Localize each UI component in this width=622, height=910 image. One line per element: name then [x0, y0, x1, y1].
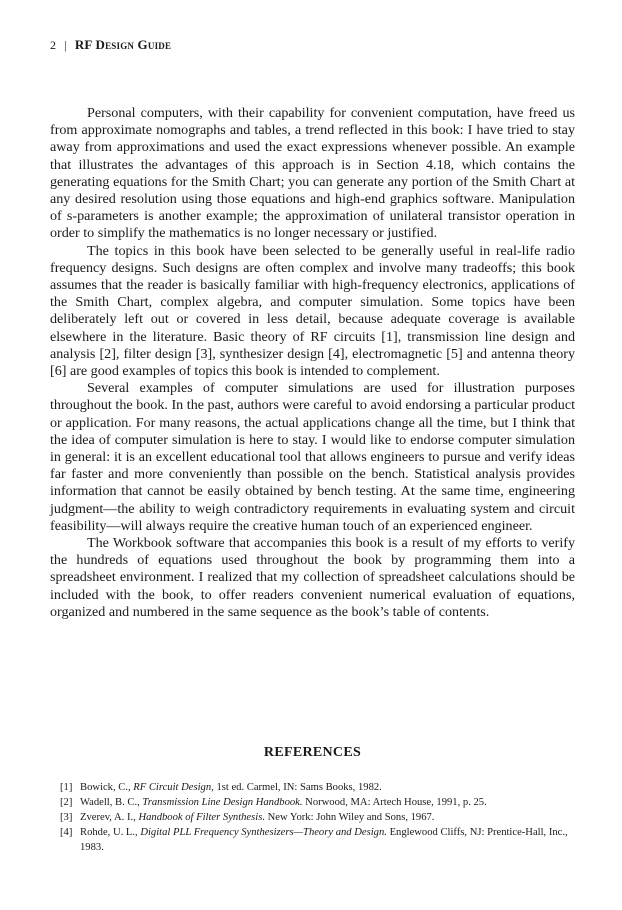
reference-details: Englewood Cliffs, NJ: Prentice-Hall, Inc., 1983.	[80, 827, 568, 853]
reference-number: [3]	[60, 812, 73, 823]
reference-authors: Wadell, B. C.,	[80, 797, 143, 808]
reference-number: [1]	[60, 782, 73, 793]
references-heading: REFERENCES	[263, 745, 362, 760]
reference-text	[80, 810, 575, 825]
running-head	[50, 37, 171, 53]
reference-text	[80, 825, 575, 855]
page-number: 2	[50, 38, 57, 52]
reference-number: [2]	[60, 797, 73, 808]
book-title: RF Design Guide	[74, 37, 172, 52]
reference-authors: Rohde, U. L.,	[80, 827, 141, 838]
paragraph: The Workbook software that accompanies this book is a result of my efforts to verify the hundreds of equations used throughout the book by programming them into a spreadsheet environment. I realized that my collection of spreadsheet calculations should be included with the book, to offer readers convenient numerical evaluation of equations, organized and numbered in the same sequence as the book’s table of contents.	[50, 535, 575, 620]
reference-authors: Zverev, A. I.,	[80, 812, 139, 823]
reference-item	[60, 810, 575, 825]
paragraph: Several examples of computer simulations are used for illustration purposes throughout the book. In the past, authors were careful to avoid endorsing a particular product or application. For many reasons, the actual applications change all the time, but I think that the idea of computer simulation is here to stay. I would like to endorse computer simulation in general: it is an excellent educational tool that allows engineers to pursue and verify ideas far faster and more conveniently than possible on the bench. Statistical analysis provides information that cannot be easily obtained by bench testing. At the same time, engineering judgment—the ability to weigh contradictory requirements in evaluating system and circuit feasibility—will always require the creative human touch of an experienced engineer.	[50, 380, 575, 534]
reference-item	[60, 795, 575, 810]
reference-title: Digital PLL Frequency Synthesizers—Theory and Design.	[140, 827, 387, 838]
reference-text	[80, 795, 575, 810]
header-separator: |	[64, 38, 67, 52]
body-text	[50, 105, 575, 621]
reference-text	[80, 780, 575, 795]
paragraph: The topics in this book have been selected to be generally useful in real-life radio frequency designs. Such designs are often complex and involve many tradeoffs; this book assumes that the reader is basically familiar with high-frequency electronics, applications of the Smith Chart, complex algebra, and computer simulation. Some topics have been deliberately left out or covered in less detail, because adequate coverage is available elsewhere in the literature. Basic theory of RF circuits [1], transmission line design and analysis [2], filter design [3], synthesizer design [4], electromagnetic [5] and antenna theory [6] are good examples of topics this book is intended to complement.	[50, 242, 575, 380]
references-list	[60, 780, 575, 855]
reference-authors: Bowick, C.,	[80, 782, 134, 793]
reference-number: [4]	[60, 827, 73, 838]
reference-item	[60, 825, 575, 855]
reference-details: 1st ed. Carmel, IN: Sams Books, 1982.	[213, 782, 382, 793]
reference-details: New York: John Wiley and Sons, 1967.	[264, 812, 435, 823]
reference-details: Norwood, MA: Artech House, 1991, p. 25.	[302, 797, 487, 808]
reference-title: RF Circuit Design,	[133, 782, 214, 793]
reference-title: Handbook of Filter Synthesis.	[138, 812, 265, 823]
paragraph: Personal computers, with their capability for convenient computation, have freed us from approximate nomographs and tables, a trend reflected in this book: I have tried to stay away from approximations and used the exact expressions whenever possible. An example that illustrates the advantages of this approach is in Section 4.18, which contains the generating equations for the Smith Chart; you can generate any portion of the Smith Chart at any desired resolution using those equations and high-end graphics software. Manipulation of s-parameters is another example; the approximation of unilateral transistor operation in order to simplify the mathematics is no longer necessary or justified.	[50, 105, 575, 242]
reference-title: Transmission Line Design Handbook.	[142, 797, 303, 808]
reference-item	[60, 780, 575, 795]
